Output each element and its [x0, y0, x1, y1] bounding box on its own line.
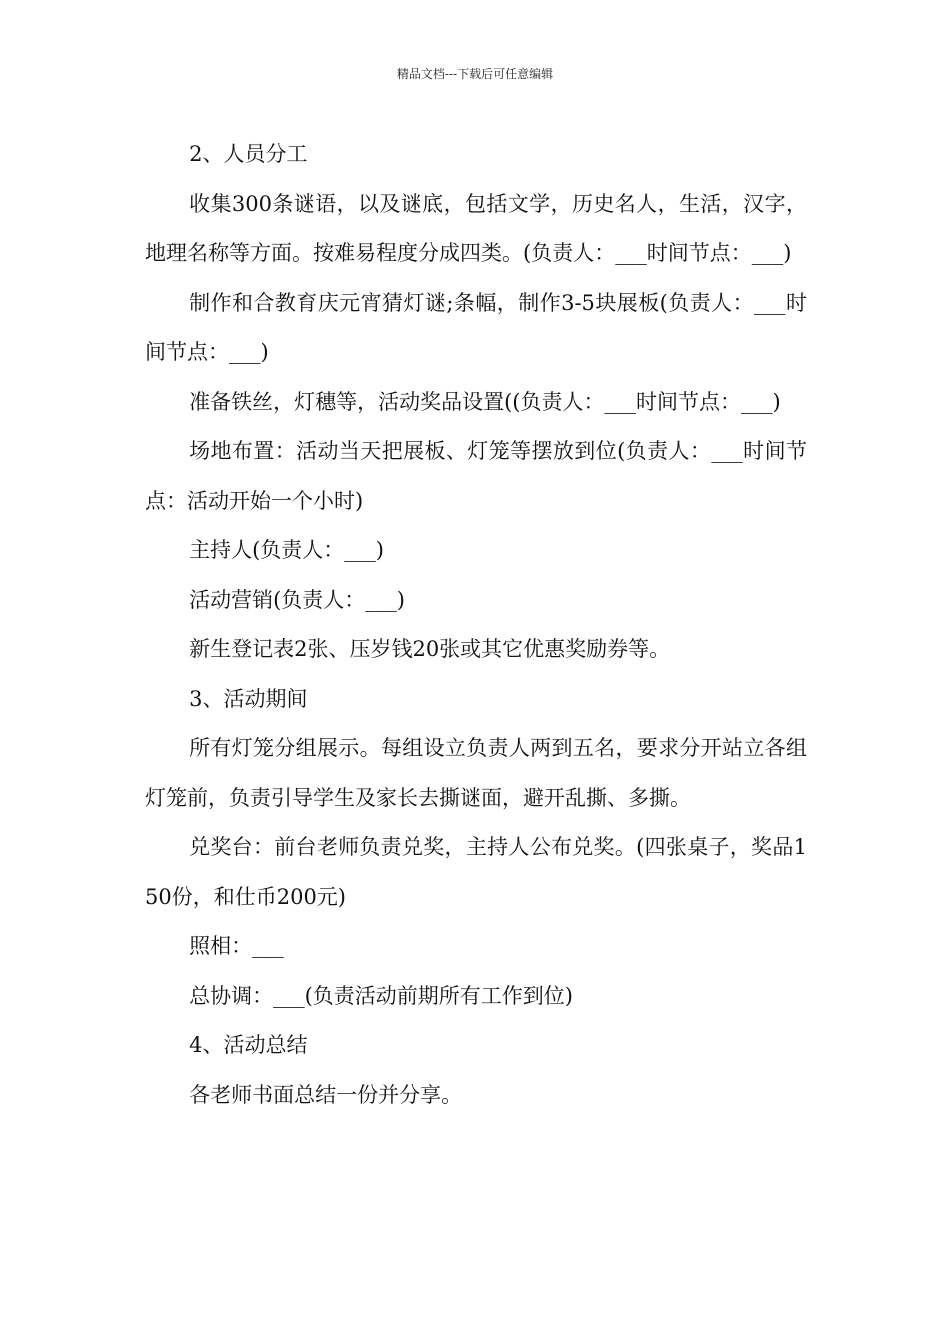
paragraph-teacher-summary: 各老师书面总结一份并分享。: [189, 1082, 463, 1107]
paragraph-lantern-display: 所有灯笼分组展示。每组设立负责人两到五名，要求分开站立各组灯笼前，负责引导学生及家长去撕谜面，避开乱撕、多撕。: [145, 736, 807, 810]
document-body: [145, 130, 807, 1120]
section-heading-staff-division: 2、人员分工: [189, 142, 308, 166]
section-heading-summary: 4、活动总结: [189, 1033, 308, 1057]
paragraph-make-banners: 制作和合教育庆元宵猜灯谜;条幅，制作3-5块展板(负责人：___时间节点：___): [145, 290, 807, 364]
paragraph-collect-riddles: 收集300条谜语，以及谜底，包括文学，历史名人，生活，汉字，地理名称等方面。按难易程度分成四类。(负责人：___时间节点：___): [145, 191, 807, 265]
page-header: 精品文档---下载后可任意编辑: [396, 67, 554, 81]
paragraph-marketing: 活动营销(负责人：___): [189, 587, 405, 612]
paragraph-registration-forms: 新生登记表2张、压岁钱20张或其它优惠奖励券等。: [189, 637, 671, 661]
paragraph-prize-desk: 兑奖台：前台老师负责兑奖，主持人公布兑奖。(四张桌子，奖品150份，和仕币200元): [145, 835, 807, 909]
paragraph-venue-setup: 场地布置：活动当天把展板、灯笼等摆放到位(负责人：___时间节点：活动开始一个小时): [145, 439, 807, 513]
section-heading-activity-period: 3、活动期间: [189, 686, 308, 711]
paragraph-host: 主持人(负责人：___): [189, 538, 384, 562]
paragraph-photography: 照相：___: [189, 934, 284, 958]
paragraph-prepare-materials: 准备铁丝，灯穗等，活动奖品设置((负责人：___时间节点：___): [189, 389, 781, 414]
paragraph-coordinator: 总协调：___(负责活动前期所有工作到位): [189, 983, 573, 1008]
